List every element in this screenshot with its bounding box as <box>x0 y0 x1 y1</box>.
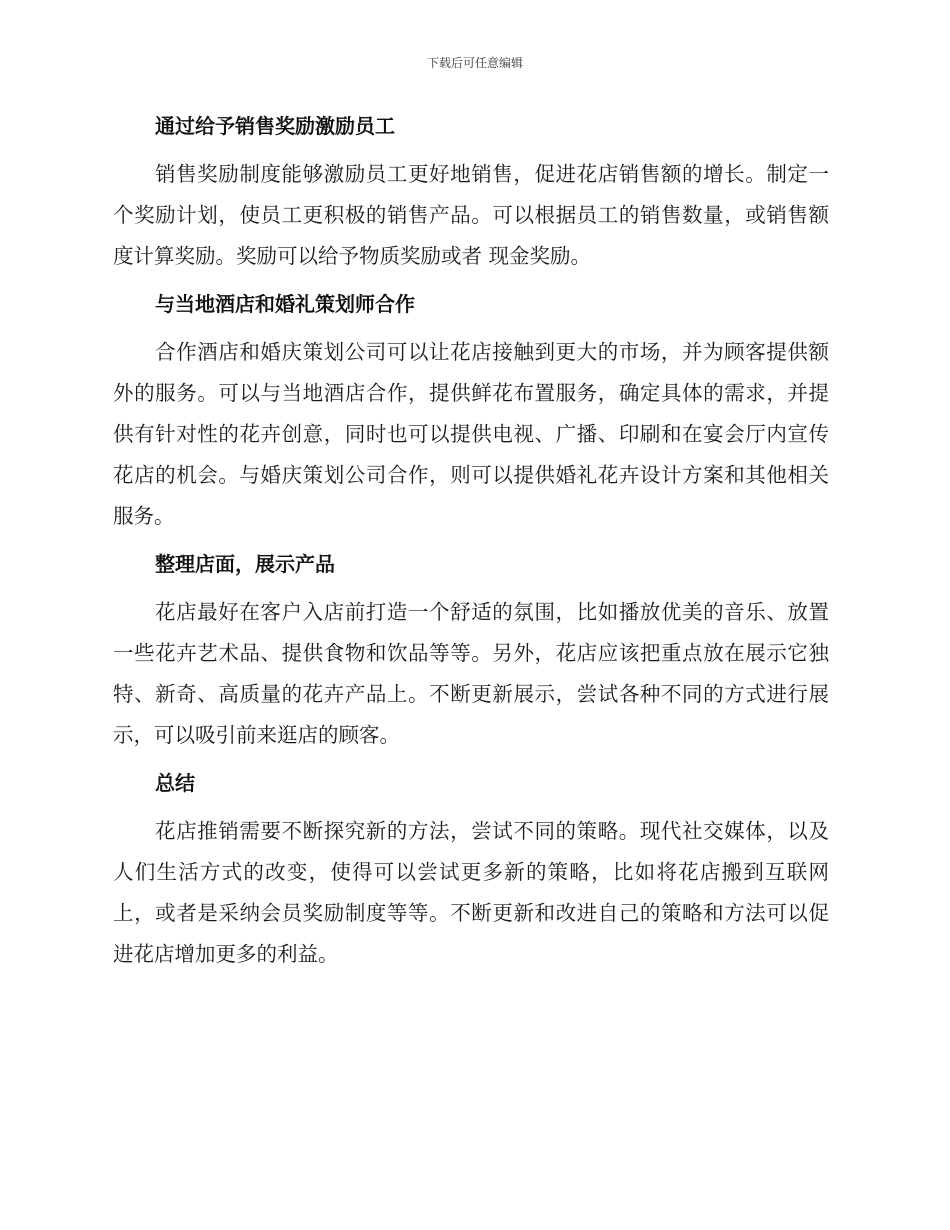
section-sales-incentive <box>113 110 829 277</box>
section-heading: 通过给予销售奖励激励员工 <box>155 114 395 138</box>
document-body <box>113 110 829 986</box>
section-heading: 整理店面，展示产品 <box>155 552 335 576</box>
section-heading: 总结 <box>155 771 195 795</box>
section-hotel-wedding-partnership <box>113 288 829 537</box>
section-paragraph: 合作酒店和婚庆策划公司可以让花店接触到更大的市场，并为顾客提供额外的服务。可以与当地酒店合作，提供鲜花布置服务，确定具体的需求，并提供有针对性的花卉创意，同时也可以提供电视、广播、印刷和在宴会厅内宣传花店的机会。与婚庆策划公司合作，则可以提供婚礼花卉设计方案和其他相关服务。 <box>113 340 829 528</box>
section-store-display <box>113 548 829 756</box>
page-header: 下载后可任意编辑 <box>426 56 523 70</box>
section-paragraph: 花店最好在客户入店前打造一个舒适的氛围，比如播放优美的音乐、放置一些花卉艺术品、提供食物和饮品等等。另外，花店应该把重点放在展示它独特、新奇、高质量的花卉产品上。不断更新展示，尝试各种不同的方式进行展示，可以吸引前来逛店的顾客。 <box>113 600 829 747</box>
section-paragraph: 花店推销需要不断探究新的方法，尝试不同的策略。现代社交媒体，以及人们生活方式的改变，使得可以尝试更多新的策略，比如将花店搬到互联网上，或者是采纳会员奖励制度等等。不断更新和改进自己的策略和方法可以促进花店增加更多的利益。 <box>113 819 829 966</box>
section-paragraph: 销售奖励制度能够激励员工更好地销售，促进花店销售额的增长。制定一个奖励计划，使员工更积极的销售产品。可以根据员工的销售数量，或销售额度计算奖励。奖励可以给予物质奖励或者 现金奖励。 <box>113 162 829 268</box>
section-summary <box>113 767 829 975</box>
section-heading: 与当地酒店和婚礼策划师合作 <box>155 292 415 316</box>
